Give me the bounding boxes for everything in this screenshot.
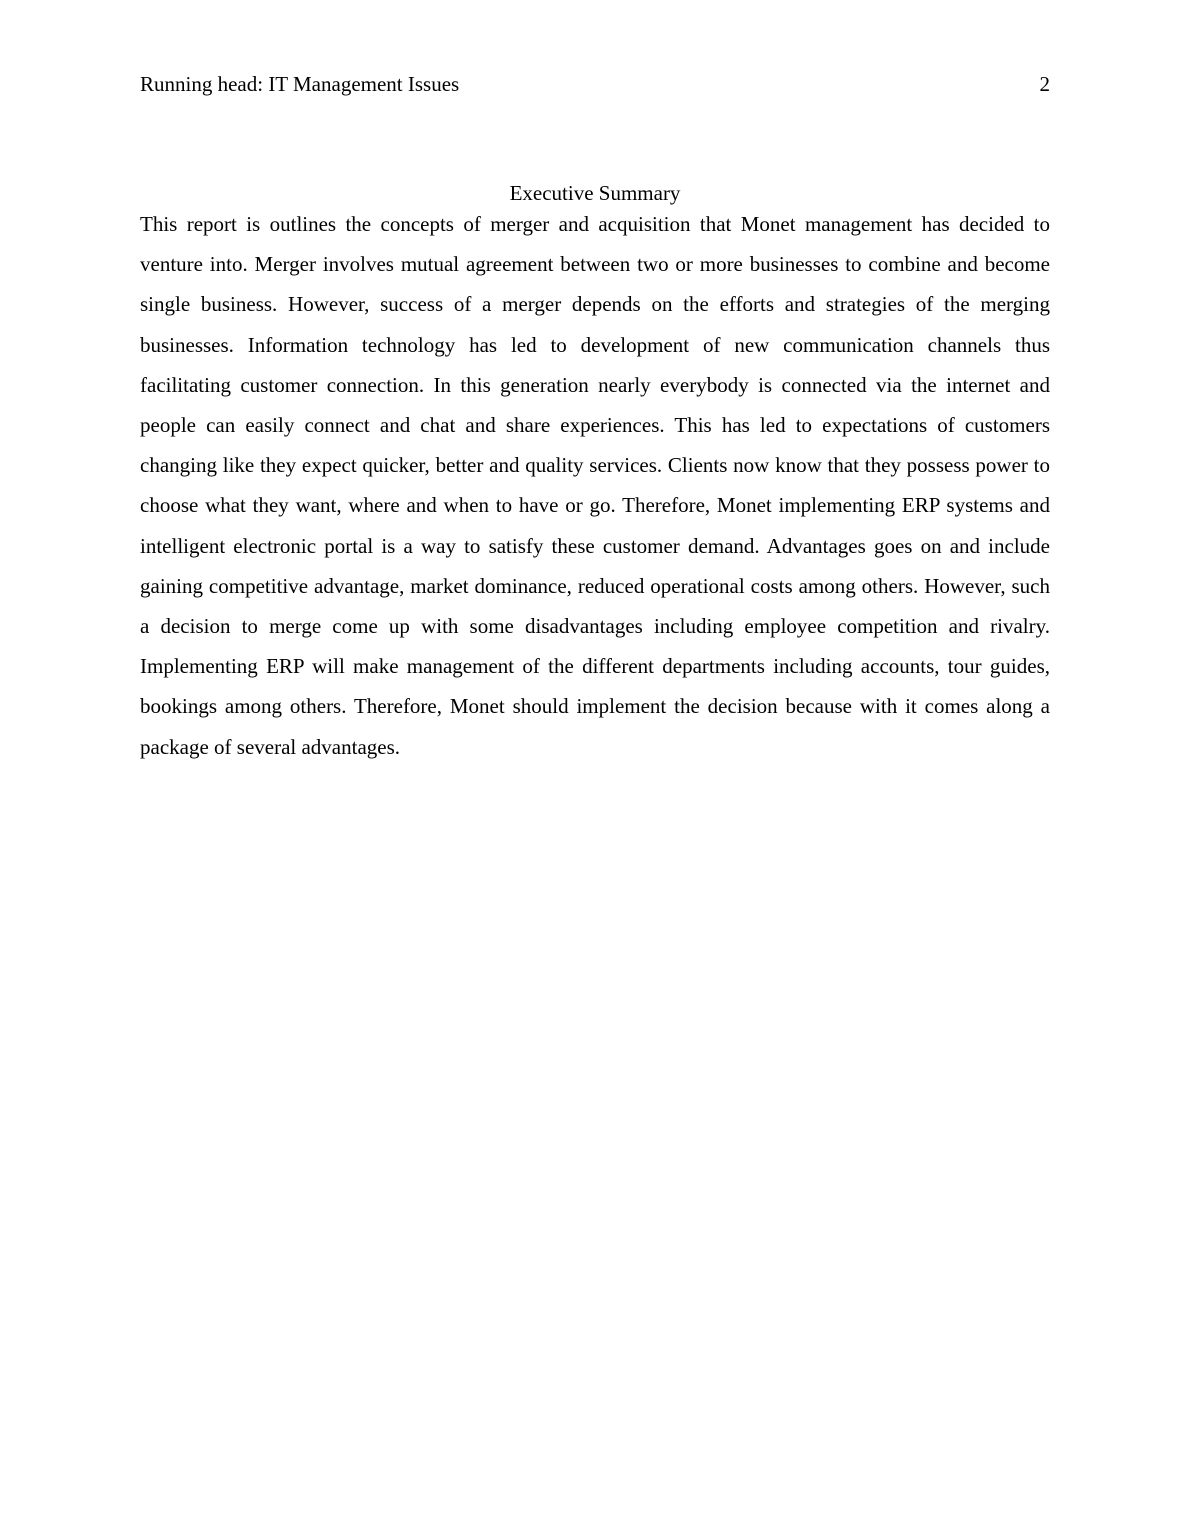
executive-summary-paragraph: This report is outlines the concepts of merger and acquisition that Monet management has decided to venture into. Merger involves mutual agreement between two or more businesses to combine and become single business. However, success of a merger depends on the efforts and strategies of the merging businesses. Information technology has led to development of new communication channels thus facilitating customer connection. In this generation nearly everybody is connected via the internet and people can easily connect and chat and share experiences. This has led to expectations of customers changing like they expect quicker, better and quality services. Clients now know that they possess power to choose what they want, where and when to have or go. Therefore, Monet implementing ERP systems and intelligent electronic portal is a way to satisfy these customer demand. Advantages goes on and include gaining competitive advantage, market dominance, reduced operational costs among others. However, such a decision to merge come up with some disadvantages including employee competition and rivalry. Implementing ERP will make management of the different departments including accounts, tour guides, bookings among others. Therefore, Monet should implement the decision because with it comes along a package of several advantages. <box>140 212 1050 759</box>
section-title: Executive Summary <box>509 181 681 205</box>
running-head: Running head: IT Management Issues <box>140 72 460 96</box>
page-header <box>140 70 1050 100</box>
page-number: 2 <box>1039 72 1050 96</box>
